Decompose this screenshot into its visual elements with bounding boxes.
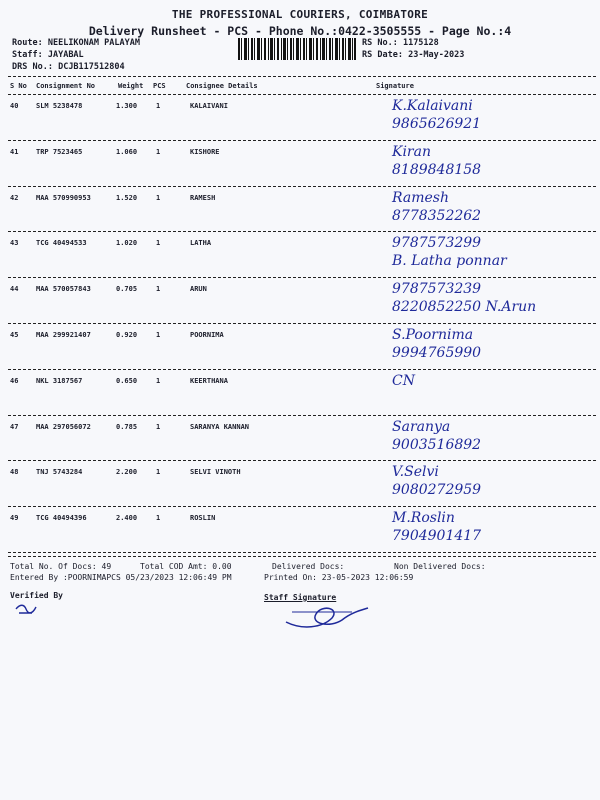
table-bottom-rule [8, 556, 596, 557]
col-header-consignment: Consignment No [36, 82, 96, 90]
row-signature: 9787573239 [392, 281, 482, 298]
rs-no-line [362, 38, 439, 48]
row-serial-number: 40 [10, 102, 19, 110]
row-pcs: 1 [156, 193, 161, 202]
row-signature: S.Poornima [392, 327, 474, 343]
route-line [12, 38, 140, 48]
row-pcs: 1 [156, 422, 161, 431]
row-consignment-number: TNJ 5743284 [36, 468, 83, 477]
row-pcs: 1 [156, 514, 161, 523]
row-pcs: 1 [156, 285, 161, 294]
rs-no-label: RS No.: [362, 38, 398, 48]
total-cod-value: 0.00 [212, 562, 232, 571]
row-serial-number: 49 [10, 514, 19, 523]
table-row [0, 235, 600, 281]
staff-signature-label: Staff Signature [264, 593, 337, 602]
row-signature-phone: 8778352262 [392, 207, 482, 224]
row-divider [8, 140, 596, 141]
row-serial-number: 42 [10, 193, 19, 202]
company-name: THE PROFESSIONAL COURIERS, COIMBATORE [171, 8, 429, 21]
total-cod-label: Total COD Amt: [140, 562, 208, 571]
route-label: Route: [12, 38, 43, 48]
drs-line [12, 62, 125, 72]
row-pcs: 1 [156, 376, 161, 385]
barcode-image [238, 38, 356, 60]
row-divider [8, 186, 596, 187]
row-consignment-number: MAA 570990953 [36, 193, 91, 202]
table-row [0, 327, 600, 373]
staff-signature-image [282, 600, 372, 630]
row-pcs: 1 [156, 331, 161, 339]
row-signature-phone: B. Latha ponnar [392, 253, 507, 270]
row-consignment-number: MAA 570057843 [36, 285, 91, 294]
row-weight: 1.060 [116, 147, 138, 156]
row-divider [8, 506, 596, 507]
row-serial-number: 41 [10, 147, 19, 156]
row-consignment-number: SLM 5238478 [36, 102, 83, 110]
row-consignee-name: POORNIMA [190, 331, 224, 339]
table-row [0, 464, 600, 510]
row-weight: 1.520 [116, 193, 138, 202]
row-signature-phone: 9865626921 [392, 116, 482, 132]
row-consignment-number: MAA 299921407 [36, 331, 91, 339]
row-signature-phone: 9994765990 [392, 345, 482, 361]
row-divider [8, 323, 596, 324]
route-value: NEELIKONAM PALAYAM [47, 38, 140, 48]
rs-date-value: 23-May-2023 [408, 50, 465, 60]
table-row [0, 419, 600, 465]
row-weight: 1.300 [116, 102, 138, 110]
row-weight: 0.650 [116, 376, 138, 385]
non-delivered-docs-label: Non Delivered Docs: [394, 562, 486, 571]
row-divider [8, 460, 596, 461]
table-row [0, 281, 600, 327]
row-consignment-number: MAA 297056072 [36, 422, 91, 431]
rs-no-value: 1175128 [402, 38, 439, 48]
row-serial-number: 47 [10, 422, 19, 431]
row-pcs: 1 [156, 102, 161, 110]
row-consignment-number: TRP 7523465 [36, 147, 83, 156]
table-row [0, 144, 600, 190]
rs-date-label: RS Date: [362, 50, 403, 60]
row-pcs: 1 [156, 468, 161, 477]
row-serial-number: 43 [10, 239, 19, 248]
row-serial-number: 46 [10, 376, 19, 385]
drs-label: DRS No.: [12, 62, 53, 72]
total-docs [10, 562, 111, 571]
row-consignee-name: ROSLIN [190, 514, 216, 523]
col-header-pcs: PCS [153, 82, 166, 90]
row-weight: 0.920 [116, 331, 138, 339]
staff-label: Staff: [12, 50, 43, 60]
verified-signature-image [14, 603, 38, 617]
table-row [0, 98, 600, 144]
row-weight: 2.200 [116, 468, 138, 477]
row-signature-phone: 9003516892 [392, 436, 482, 453]
delivered-docs-label: Delivered Docs: [272, 562, 345, 571]
row-serial-number: 44 [10, 285, 19, 294]
total-docs-label: Total No. Of Docs: [10, 562, 97, 571]
row-consignee-name: KALAIVANI [190, 102, 228, 110]
staff-value: JAYABAL [47, 50, 84, 60]
total-docs-value: 49 [101, 562, 112, 571]
staff-line [12, 50, 84, 60]
entered-by: Entered By :POORNIMAPCS 05/23/2023 12:06:49 PM [10, 573, 232, 582]
table-row [0, 510, 600, 556]
row-weight: 2.400 [116, 514, 138, 523]
table-header-rule [8, 94, 596, 95]
rs-date-line [362, 50, 464, 60]
row-signature-phone: 7904901417 [392, 528, 482, 545]
row-signature: M.Roslin [392, 510, 455, 527]
runsheet-title: Delivery Runsheet - PCS - Phone No.:0422-3505555 - Page No.:4 [88, 24, 512, 38]
col-header-signature: Signature [376, 82, 414, 90]
row-consignment-number: TCG 40494396 [36, 514, 87, 523]
row-weight: 1.020 [116, 239, 138, 248]
row-divider [8, 277, 596, 278]
row-serial-number: 45 [10, 331, 19, 339]
col-header-sno: S No [10, 82, 27, 90]
table-row [0, 190, 600, 236]
col-header-consignee: Consignee Details [186, 82, 258, 90]
row-signature: K.Kalaivani [392, 98, 473, 114]
row-signature: 9787573299 [392, 235, 482, 252]
row-pcs: 1 [156, 239, 161, 248]
row-weight: 0.785 [116, 422, 138, 431]
row-signature: CN [392, 372, 415, 389]
total-cod [140, 562, 232, 571]
row-consignee-name: KISHORE [190, 147, 220, 156]
row-consignee-name: ARUN [190, 285, 207, 294]
row-divider [8, 369, 596, 370]
row-signature-phone: 8189848158 [392, 161, 482, 178]
drs-value: DCJB117512804 [58, 62, 125, 72]
row-pcs: 1 [156, 147, 161, 156]
row-consignee-name: SARANYA KANNAN [190, 422, 250, 431]
row-divider [8, 552, 596, 553]
row-weight: 0.705 [116, 285, 138, 294]
col-header-weight: Weight [118, 82, 144, 90]
row-consignee-name: LATHA [190, 239, 212, 248]
verified-by-label: Verified By [10, 591, 63, 600]
row-signature-phone: 8220852250 N.Arun [392, 299, 537, 316]
row-serial-number: 48 [10, 468, 19, 477]
row-signature-phone: 9080272959 [392, 482, 482, 499]
row-consignee-name: KEERTHANA [190, 376, 228, 385]
row-signature: Saranya [392, 418, 451, 435]
row-consignee-name: RAMESH [190, 193, 216, 202]
printed-on: Printed On: 23-05-2023 12:06:59 [264, 573, 414, 582]
row-consignment-number: NKL 3187567 [36, 376, 83, 385]
row-consignment-number: TCG 40494533 [36, 239, 87, 248]
row-signature: Kiran [392, 143, 431, 160]
row-consignee-name: SELVI VINOTH [190, 468, 241, 477]
table-top-rule [8, 76, 596, 77]
table-row [0, 373, 600, 419]
row-divider [8, 231, 596, 232]
row-signature: V.Selvi [392, 464, 439, 481]
row-divider [8, 415, 596, 416]
row-signature: Ramesh [392, 189, 449, 206]
